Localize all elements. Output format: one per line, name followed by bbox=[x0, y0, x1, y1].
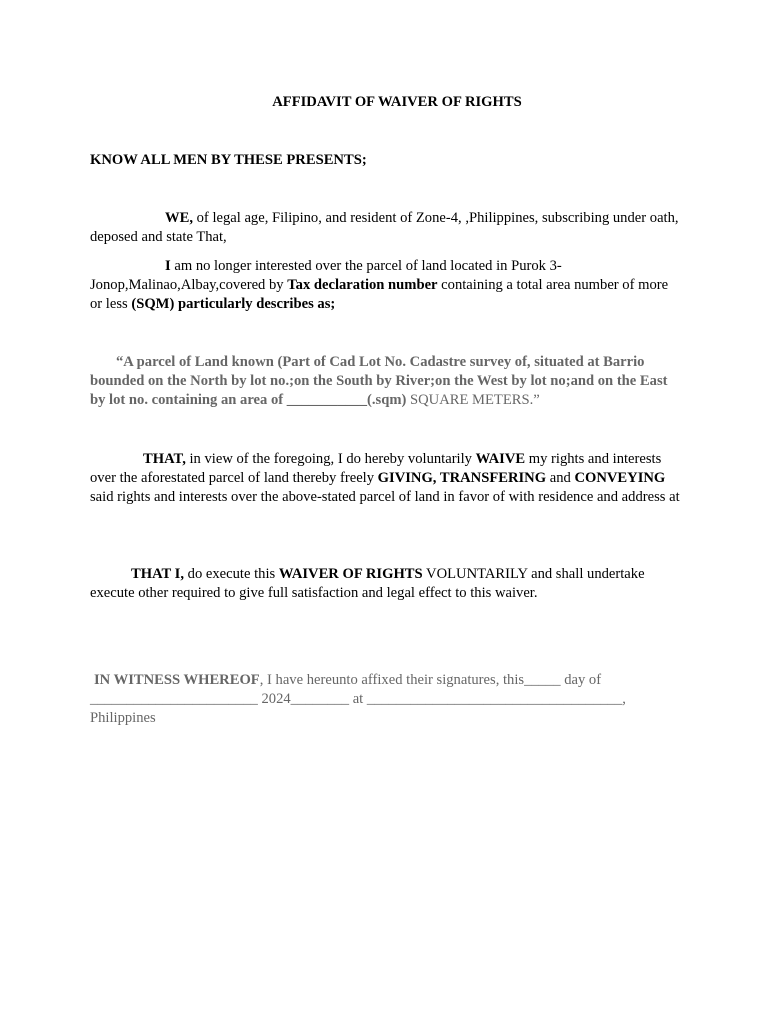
paragraph-text: said rights and interests over the above-stated parcel of land in favor of with residence and address at bbox=[90, 489, 680, 505]
paragraph-text: in view of the foregoing, I do hereby voluntarily bbox=[185, 451, 476, 467]
witness-paragraph bbox=[90, 671, 682, 728]
waive-label: WAIVE bbox=[475, 451, 526, 467]
paragraph-text: my rights and interests over the aforestated parcel of land thereby freely bbox=[90, 451, 662, 486]
conveying-label: CONVEYING bbox=[574, 470, 666, 486]
giving-transfering-label: GIVING, TRANSFERING bbox=[377, 470, 547, 486]
tax-declaration-label: Tax declaration number bbox=[287, 277, 438, 293]
paragraph-we bbox=[90, 209, 682, 247]
paragraph-text: do execute this bbox=[184, 566, 279, 582]
know-all-heading: KNOW ALL MEN BY THESE PRESENTS; bbox=[90, 152, 367, 168]
document-title: AFFIDAVIT OF WAIVER OF RIGHTS bbox=[272, 94, 522, 110]
paragraph-text: VOLUNTARILY and shall undertake execute other required to give full satisfaction and legal effect to this waiver. bbox=[90, 566, 645, 601]
paragraph-i bbox=[90, 257, 682, 314]
paragraph-text: and bbox=[546, 470, 575, 486]
paragraph-text: of legal age, Filipino, and resident of Zone-4, ,Philippines, subscribing under oath, deposed and state That, bbox=[90, 210, 679, 245]
witness-lead: IN WITNESS WHEREOF bbox=[94, 672, 260, 688]
paragraph-lead: THAT, bbox=[143, 451, 186, 467]
paragraph-text: containing a total area number of more or less bbox=[90, 277, 669, 312]
witness-text: , I have hereunto affixed their signatures, this_____ day of _______________________ 2024________ at ___________________________________, Philippines bbox=[90, 672, 626, 726]
paragraph-lead: I bbox=[165, 258, 171, 274]
sqm-label: (SQM) particularly describes as; bbox=[131, 296, 336, 312]
paragraph-lead: THAT I, bbox=[131, 566, 184, 582]
paragraph-text: am no longer interested over the parcel of land located in Purok 3-Jonop,Malinao,Albay,covered by bbox=[90, 258, 562, 293]
quote-rest-text: SQUARE METERS.” bbox=[406, 392, 540, 408]
paragraph-that-i bbox=[90, 565, 682, 603]
paragraph-that bbox=[90, 450, 682, 507]
land-description-quote bbox=[90, 353, 682, 410]
paragraph-lead: WE, bbox=[165, 210, 193, 226]
waiver-of-rights-label: WAIVER OF RIGHTS bbox=[278, 566, 423, 582]
quote-bold-text: “A parcel of Land known (Part of Cad Lot No. Cadastre survey of, situated at Barrio bounded on the North by lot no.;on the South by River;on the West by lot no;and on the East by lot no. containing an area of ___________(.sqm) bbox=[90, 354, 668, 408]
